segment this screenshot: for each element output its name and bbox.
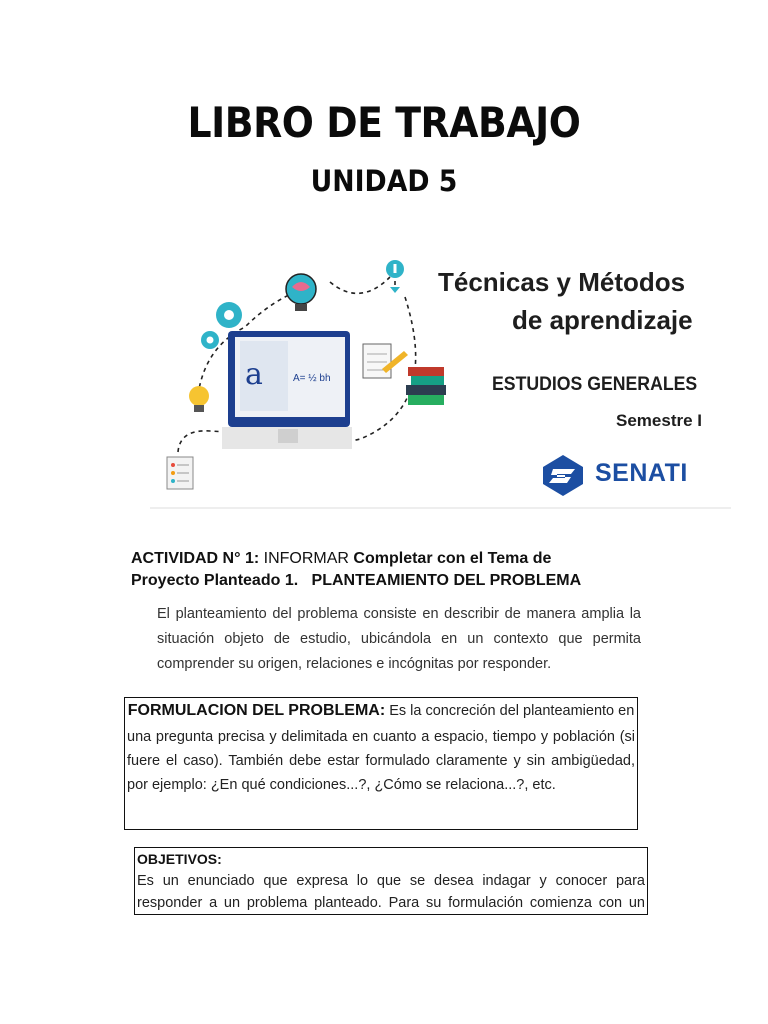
formulacion-heading-rest: Es la concreción del planteamiento en [389, 703, 635, 719]
screen-glyph: a [245, 357, 263, 392]
screen-formula: A= ½ bh [293, 373, 331, 384]
formulacion-heading [125, 698, 637, 721]
lightbulb-icon [189, 386, 209, 412]
activity-description: El planteamiento del problema consiste en describir de manera amplia la situación objeto de estudio, ubicándola en un contexto que permita comprender su origen, relaciones e incógnitas por responder. [157, 606, 641, 672]
formulacion-body: una pregunta precisa y delimitada en cuanto a espacio, tiempo y población (si fuere el caso). También debe estar formulado claramente y sin ambigüedad, por ejemplo: ¿En qué condiciones...?, ¿Cómo se relaciona...?, etc. [127, 729, 635, 793]
semester-label: Semestre I [616, 411, 702, 430]
activity-type: INFORMAR [263, 550, 349, 567]
objetivos-heading: OBJETIVOS: [137, 851, 222, 867]
notepad-pencil-icon [363, 344, 408, 378]
activity-section: PLANTEAMIENTO DEL PROBLEMA [311, 572, 582, 589]
monitor-icon [222, 331, 352, 449]
activity-instruction: Completar con el Tema de Proyecto Planteado 1. [131, 550, 552, 589]
document-title: LIBRO DE TRABAJO [187, 98, 581, 147]
senati-logo-text: SENATI [595, 459, 688, 487]
formulacion-box [124, 697, 638, 830]
objetivos-body: Es un enunciado que expresa lo que se desea indagar y conocer para responder a un problema planteado. Para su formulación comienza con un [137, 873, 645, 911]
course-name: ESTUDIOS GENERALES [492, 374, 698, 395]
formulacion-heading-label: FORMULACION DEL PROBLEMA: [127, 702, 386, 719]
activity-label: ACTIVIDAD N° 1: [131, 550, 260, 567]
senati-logo-icon [543, 455, 583, 496]
objetivos-box [134, 847, 648, 915]
idea-brain-icon [286, 274, 316, 311]
activity-heading [131, 548, 611, 592]
info-icon [386, 260, 404, 293]
unit-title: UNIDAD 5 [310, 164, 458, 198]
checklist-icon [167, 457, 193, 489]
books-icon [406, 367, 446, 405]
course-banner [150, 207, 731, 510]
banner-title-line2: de aprendizaje [512, 305, 693, 335]
banner-title-line1: Técnicas y Métodos [438, 267, 686, 297]
